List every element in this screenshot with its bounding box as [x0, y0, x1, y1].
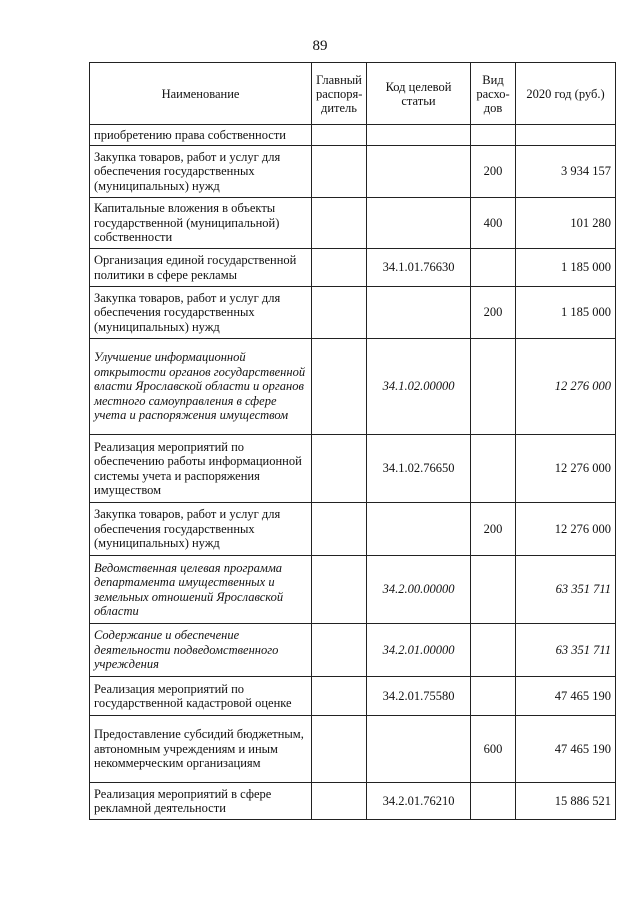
- row-manager: [312, 716, 367, 783]
- row-expense-type: 400: [471, 198, 516, 249]
- row-manager: [312, 677, 367, 716]
- row-manager: [312, 783, 367, 820]
- row-manager: [312, 249, 367, 287]
- row-expense-type: [471, 125, 516, 146]
- table-row: [90, 783, 616, 820]
- row-target-code: 34.2.01.00000: [367, 624, 471, 677]
- header-target-code: Код целевой статьи: [367, 63, 471, 125]
- row-expense-type: 200: [471, 503, 516, 556]
- row-manager: [312, 339, 367, 435]
- table-row: [90, 503, 616, 556]
- row-name: Закупка товаров, работ и услуг для обеспечения государственных (муниципальных) нужд: [90, 503, 312, 556]
- row-amount: [516, 125, 616, 146]
- row-target-code: [367, 716, 471, 783]
- row-amount: 12 276 000: [516, 503, 616, 556]
- row-name: Закупка товаров, работ и услуг для обеспечения государственных (муниципальных) нужд: [90, 146, 312, 198]
- budget-table: [89, 62, 616, 820]
- row-expense-type: [471, 783, 516, 820]
- table-row: [90, 287, 616, 339]
- row-manager: [312, 503, 367, 556]
- row-expense-type: [471, 435, 516, 503]
- row-manager: [312, 146, 367, 198]
- row-expense-type: [471, 249, 516, 287]
- table-row: [90, 198, 616, 249]
- row-target-code: [367, 198, 471, 249]
- row-target-code: 34.2.00.00000: [367, 556, 471, 624]
- row-expense-type: [471, 556, 516, 624]
- table-row: [90, 677, 616, 716]
- row-name: Ведомственная целевая программа департамента имущественных и земельных отношений Ярославской области: [90, 556, 312, 624]
- table-row: [90, 435, 616, 503]
- row-expense-type: [471, 677, 516, 716]
- row-name: Реализация мероприятий в сфере рекламной деятельности: [90, 783, 312, 820]
- table-row: [90, 716, 616, 783]
- row-name: приобретению права собственности: [90, 125, 312, 146]
- row-expense-type: [471, 624, 516, 677]
- row-manager: [312, 435, 367, 503]
- row-name: Улучшение информационной открытости органов государственной власти Ярославской области и органов местного самоуправления в сфере учета и распоряжения имуществом: [90, 339, 312, 435]
- row-amount: 63 351 711: [516, 624, 616, 677]
- row-target-code: [367, 287, 471, 339]
- row-target-code: 34.2.01.75580: [367, 677, 471, 716]
- table-row: [90, 146, 616, 198]
- row-target-code: [367, 146, 471, 198]
- row-expense-type: 200: [471, 146, 516, 198]
- row-manager: [312, 556, 367, 624]
- header-year-amount: 2020 год (руб.): [516, 63, 616, 125]
- row-expense-type: 600: [471, 716, 516, 783]
- table-row: [90, 556, 616, 624]
- row-target-code: 34.1.02.76650: [367, 435, 471, 503]
- row-amount: 63 351 711: [516, 556, 616, 624]
- row-amount: 47 465 190: [516, 716, 616, 783]
- row-amount: 12 276 000: [516, 435, 616, 503]
- row-name: Организация единой государственной политики в сфере рекламы: [90, 249, 312, 287]
- row-expense-type: 200: [471, 287, 516, 339]
- row-name: Содержание и обеспечение деятельности подведомственного учреждения: [90, 624, 312, 677]
- row-name: Капитальные вложения в объекты государственной (муниципальной) собственности: [90, 198, 312, 249]
- row-amount: 3 934 157: [516, 146, 616, 198]
- row-amount: 15 886 521: [516, 783, 616, 820]
- row-manager: [312, 198, 367, 249]
- row-name: Реализация мероприятий по обеспечению работы информационной системы учета и распоряжения имуществом: [90, 435, 312, 503]
- row-target-code: [367, 503, 471, 556]
- row-name: Закупка товаров, работ и услуг для обеспечения государственных (муниципальных) нужд: [90, 287, 312, 339]
- row-target-code: [367, 125, 471, 146]
- header-manager: Главный распоря-дитель: [312, 63, 367, 125]
- row-amount: 12 276 000: [516, 339, 616, 435]
- row-amount: 47 465 190: [516, 677, 616, 716]
- row-expense-type: [471, 339, 516, 435]
- row-amount: 101 280: [516, 198, 616, 249]
- row-target-code: 34.1.01.76630: [367, 249, 471, 287]
- table-row: [90, 339, 616, 435]
- header-name: Наименование: [90, 63, 312, 125]
- row-manager: [312, 287, 367, 339]
- row-amount: 1 185 000: [516, 249, 616, 287]
- table-header-row: [90, 63, 616, 125]
- row-name: Реализация мероприятий по государственной кадастровой оценке: [90, 677, 312, 716]
- row-target-code: 34.2.01.76210: [367, 783, 471, 820]
- row-manager: [312, 125, 367, 146]
- header-expense-type: Вид расхо-дов: [471, 63, 516, 125]
- page-number: 89: [312, 38, 328, 54]
- table-row: [90, 624, 616, 677]
- row-target-code: 34.1.02.00000: [367, 339, 471, 435]
- row-amount: 1 185 000: [516, 287, 616, 339]
- table-row: [90, 249, 616, 287]
- table-row: [90, 125, 616, 146]
- row-name: Предоставление субсидий бюджетным, автономным учреждениям и иным некоммерческим организациям: [90, 716, 312, 783]
- row-manager: [312, 624, 367, 677]
